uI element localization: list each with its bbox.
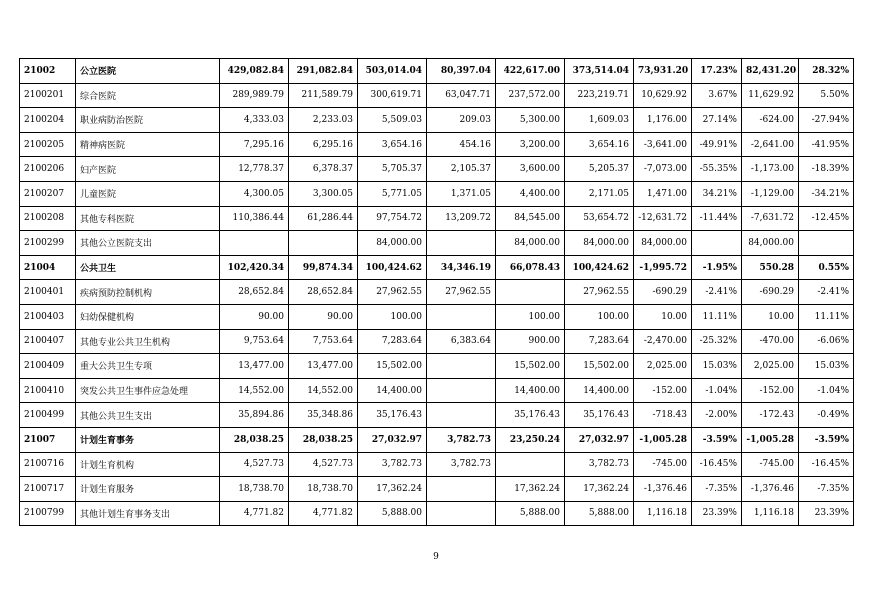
table-row <box>20 329 854 354</box>
amount-cell: -1,995.72 <box>634 255 692 280</box>
amount-cell: 14,400.00 <box>358 378 427 403</box>
amount-cell: -1.04% <box>692 378 742 403</box>
amount-cell: -2.00% <box>692 403 742 428</box>
amount-cell: -12,631.72 <box>634 206 692 231</box>
budget-table <box>19 58 854 526</box>
amount-cell: 2,233.03 <box>289 108 358 133</box>
amount-cell: 5,509.03 <box>358 108 427 133</box>
table-row <box>20 157 854 182</box>
amount-cell: 7,283.64 <box>358 329 427 354</box>
amount-cell <box>427 231 496 256</box>
amount-cell: -690.29 <box>634 280 692 305</box>
amount-cell: 4,771.82 <box>220 501 289 526</box>
table-body <box>20 59 854 526</box>
table-row <box>20 477 854 502</box>
amount-cell: 23,250.24 <box>496 427 565 452</box>
amount-cell: 15,502.00 <box>496 354 565 379</box>
amount-cell: 11,629.92 <box>742 83 799 108</box>
amount-cell: 28,652.84 <box>289 280 358 305</box>
account-name-cell: 妇幼保健机构 <box>76 304 220 329</box>
amount-cell: -2,470.00 <box>634 329 692 354</box>
amount-cell: 289,989.79 <box>220 83 289 108</box>
amount-cell: 6,295.16 <box>289 132 358 157</box>
table-row <box>20 427 854 452</box>
account-name-cell: 妇产医院 <box>76 157 220 182</box>
account-name-cell: 计划生育机构 <box>76 452 220 477</box>
amount-cell: 4,527.73 <box>289 452 358 477</box>
amount-cell: 100,424.62 <box>358 255 427 280</box>
amount-cell: 6,378.37 <box>289 157 358 182</box>
amount-cell: 900.00 <box>496 329 565 354</box>
amount-cell: 5,888.00 <box>358 501 427 526</box>
amount-cell: 211,589.79 <box>289 83 358 108</box>
table-row <box>20 403 854 428</box>
table-row <box>20 181 854 206</box>
amount-cell: 28,038.25 <box>289 427 358 452</box>
amount-cell: -7.35% <box>799 477 854 502</box>
table-row <box>20 304 854 329</box>
amount-cell: -3.59% <box>692 427 742 452</box>
account-name-cell: 重大公共卫生专项 <box>76 354 220 379</box>
table-row <box>20 501 854 526</box>
amount-cell <box>427 403 496 428</box>
amount-cell <box>496 280 565 305</box>
amount-cell: 18,738.70 <box>289 477 358 502</box>
account-code-cell: 21002 <box>20 59 76 84</box>
amount-cell: 9,753.64 <box>220 329 289 354</box>
amount-cell: 15.03% <box>799 354 854 379</box>
amount-cell: 3,654.16 <box>565 132 634 157</box>
table-row <box>20 255 854 280</box>
account-code-cell: 2100409 <box>20 354 76 379</box>
amount-cell: 1,471.00 <box>634 181 692 206</box>
amount-cell: 17,362.24 <box>496 477 565 502</box>
amount-cell: 14,400.00 <box>565 378 634 403</box>
amount-cell: -152.00 <box>634 378 692 403</box>
amount-cell: 503,014.04 <box>358 59 427 84</box>
amount-cell: 23.39% <box>799 501 854 526</box>
amount-cell: 27,962.55 <box>358 280 427 305</box>
amount-cell: -624.00 <box>742 108 799 133</box>
amount-cell <box>427 501 496 526</box>
amount-cell: 7,753.64 <box>289 329 358 354</box>
amount-cell: 1,176.00 <box>634 108 692 133</box>
amount-cell: -7,631.72 <box>742 206 799 231</box>
amount-cell: -49.91% <box>692 132 742 157</box>
amount-cell: 27,962.55 <box>565 280 634 305</box>
amount-cell: 7,295.16 <box>220 132 289 157</box>
amount-cell: 27,032.97 <box>565 427 634 452</box>
amount-cell: 17.23% <box>692 59 742 84</box>
account-code-cell: 2100206 <box>20 157 76 182</box>
table-row <box>20 452 854 477</box>
amount-cell: 2,025.00 <box>634 354 692 379</box>
amount-cell: 61,286.44 <box>289 206 358 231</box>
amount-cell <box>496 452 565 477</box>
amount-cell: -2.41% <box>692 280 742 305</box>
account-name-cell: 儿童医院 <box>76 181 220 206</box>
amount-cell: 82,431.20 <box>742 59 799 84</box>
amount-cell: 237,572.00 <box>496 83 565 108</box>
amount-cell: 10.00 <box>634 304 692 329</box>
amount-cell: 3,300.05 <box>289 181 358 206</box>
amount-cell: 3,600.00 <box>496 157 565 182</box>
account-name-cell: 突发公共卫生事件应急处理 <box>76 378 220 403</box>
account-code-cell: 2100716 <box>20 452 76 477</box>
amount-cell: 3.67% <box>692 83 742 108</box>
account-code-cell: 2100204 <box>20 108 76 133</box>
amount-cell: -1,376.46 <box>634 477 692 502</box>
amount-cell: -1.95% <box>692 255 742 280</box>
amount-cell: 6,383.64 <box>427 329 496 354</box>
amount-cell: 550.28 <box>742 255 799 280</box>
amount-cell: 34,346.19 <box>427 255 496 280</box>
amount-cell: -1,376.46 <box>742 477 799 502</box>
amount-cell: 66,078.43 <box>496 255 565 280</box>
amount-cell: 102,420.34 <box>220 255 289 280</box>
amount-cell: 27.14% <box>692 108 742 133</box>
amount-cell: 15,502.00 <box>358 354 427 379</box>
amount-cell: 99,874.34 <box>289 255 358 280</box>
amount-cell: 300,619.71 <box>358 83 427 108</box>
amount-cell: 13,209.72 <box>427 206 496 231</box>
account-name-cell: 计划生育服务 <box>76 477 220 502</box>
amount-cell: -690.29 <box>742 280 799 305</box>
page-number: 9 <box>433 552 439 562</box>
amount-cell: -1,005.28 <box>742 427 799 452</box>
amount-cell: -470.00 <box>742 329 799 354</box>
amount-cell: 35,176.43 <box>565 403 634 428</box>
amount-cell: 17,362.24 <box>565 477 634 502</box>
account-code-cell: 21004 <box>20 255 76 280</box>
amount-cell: 15,502.00 <box>565 354 634 379</box>
amount-cell: -25.32% <box>692 329 742 354</box>
amount-cell: 53,654.72 <box>565 206 634 231</box>
amount-cell: -745.00 <box>634 452 692 477</box>
amount-cell: 5,300.00 <box>496 108 565 133</box>
account-code-cell: 2100208 <box>20 206 76 231</box>
amount-cell: 5.50% <box>799 83 854 108</box>
amount-cell: 84,000.00 <box>358 231 427 256</box>
amount-cell: 291,082.84 <box>289 59 358 84</box>
amount-cell: 1,116.18 <box>634 501 692 526</box>
amount-cell: 4,527.73 <box>220 452 289 477</box>
account-name-cell: 疾病预防控制机构 <box>76 280 220 305</box>
amount-cell <box>289 231 358 256</box>
account-name-cell: 综合医院 <box>76 83 220 108</box>
amount-cell: 110,386.44 <box>220 206 289 231</box>
amount-cell: -172.43 <box>742 403 799 428</box>
amount-cell: 84,000.00 <box>742 231 799 256</box>
account-code-cell: 2100207 <box>20 181 76 206</box>
amount-cell: 5,888.00 <box>496 501 565 526</box>
table-row <box>20 83 854 108</box>
amount-cell: 35,348.86 <box>289 403 358 428</box>
amount-cell: 100.00 <box>496 304 565 329</box>
amount-cell <box>427 304 496 329</box>
amount-cell: 3,782.73 <box>358 452 427 477</box>
amount-cell: 35,176.43 <box>358 403 427 428</box>
amount-cell: 35,176.43 <box>496 403 565 428</box>
amount-cell: 13,477.00 <box>220 354 289 379</box>
amount-cell <box>220 231 289 256</box>
amount-cell: 1,609.03 <box>565 108 634 133</box>
amount-cell: 1,116.18 <box>742 501 799 526</box>
amount-cell <box>799 231 854 256</box>
amount-cell: 5,888.00 <box>565 501 634 526</box>
account-name-cell: 精神病医院 <box>76 132 220 157</box>
amount-cell: -1.04% <box>799 378 854 403</box>
amount-cell: 15.03% <box>692 354 742 379</box>
table-row <box>20 108 854 133</box>
amount-cell: -3.59% <box>799 427 854 452</box>
amount-cell: 23.39% <box>692 501 742 526</box>
amount-cell: -718.43 <box>634 403 692 428</box>
account-name-cell: 其他公立医院支出 <box>76 231 220 256</box>
amount-cell: 2,171.05 <box>565 181 634 206</box>
account-code-cell: 2100201 <box>20 83 76 108</box>
amount-cell: 84,000.00 <box>565 231 634 256</box>
amount-cell: -1,129.00 <box>742 181 799 206</box>
amount-cell: 28.32% <box>799 59 854 84</box>
amount-cell: 97,754.72 <box>358 206 427 231</box>
amount-cell: 3,782.73 <box>427 452 496 477</box>
amount-cell: -18.39% <box>799 157 854 182</box>
amount-cell: -16.45% <box>692 452 742 477</box>
amount-cell: -1,005.28 <box>634 427 692 452</box>
account-code-cell: 2100401 <box>20 280 76 305</box>
amount-cell: 3,782.73 <box>565 452 634 477</box>
amount-cell: 35,894.86 <box>220 403 289 428</box>
amount-cell: 34.21% <box>692 181 742 206</box>
amount-cell: -55.35% <box>692 157 742 182</box>
amount-cell: 84,000.00 <box>496 231 565 256</box>
amount-cell: 7,283.64 <box>565 329 634 354</box>
amount-cell: 14,400.00 <box>496 378 565 403</box>
amount-cell: -745.00 <box>742 452 799 477</box>
amount-cell: 223,219.71 <box>565 83 634 108</box>
amount-cell: -7.35% <box>692 477 742 502</box>
amount-cell: 13,477.00 <box>289 354 358 379</box>
amount-cell: 27,032.97 <box>358 427 427 452</box>
amount-cell: 209.03 <box>427 108 496 133</box>
amount-cell: 422,617.00 <box>496 59 565 84</box>
account-name-cell: 其他专业公共卫生机构 <box>76 329 220 354</box>
account-name-cell: 公共卫生 <box>76 255 220 280</box>
account-code-cell: 21007 <box>20 427 76 452</box>
amount-cell: 28,652.84 <box>220 280 289 305</box>
amount-cell: -7,073.00 <box>634 157 692 182</box>
amount-cell: 454.16 <box>427 132 496 157</box>
amount-cell: 73,931.20 <box>634 59 692 84</box>
table-row <box>20 354 854 379</box>
table-row <box>20 132 854 157</box>
amount-cell: 14,552.00 <box>289 378 358 403</box>
amount-cell: 5,705.37 <box>358 157 427 182</box>
account-code-cell: 2100799 <box>20 501 76 526</box>
amount-cell: 84,545.00 <box>496 206 565 231</box>
amount-cell: -1,173.00 <box>742 157 799 182</box>
amount-cell: 2,105.37 <box>427 157 496 182</box>
account-code-cell: 2100717 <box>20 477 76 502</box>
amount-cell: 100.00 <box>565 304 634 329</box>
amount-cell: 11.11% <box>692 304 742 329</box>
account-name-cell: 其他公共卫生支出 <box>76 403 220 428</box>
amount-cell: -6.06% <box>799 329 854 354</box>
table-row <box>20 231 854 256</box>
amount-cell: 4,400.00 <box>496 181 565 206</box>
table-row <box>20 378 854 403</box>
amount-cell: 429,082.84 <box>220 59 289 84</box>
account-code-cell: 2100299 <box>20 231 76 256</box>
amount-cell: 14,552.00 <box>220 378 289 403</box>
amount-cell: -16.45% <box>799 452 854 477</box>
account-code-cell: 2100499 <box>20 403 76 428</box>
account-code-cell: 2100410 <box>20 378 76 403</box>
account-name-cell: 公立医院 <box>76 59 220 84</box>
amount-cell: 17,362.24 <box>358 477 427 502</box>
amount-cell: 28,038.25 <box>220 427 289 452</box>
account-name-cell: 其他专科医院 <box>76 206 220 231</box>
amount-cell: 3,654.16 <box>358 132 427 157</box>
amount-cell: 27,962.55 <box>427 280 496 305</box>
amount-cell <box>427 378 496 403</box>
amount-cell: 100.00 <box>358 304 427 329</box>
amount-cell: 80,397.04 <box>427 59 496 84</box>
amount-cell: -12.45% <box>799 206 854 231</box>
amount-cell: 100,424.62 <box>565 255 634 280</box>
amount-cell: -11.44% <box>692 206 742 231</box>
amount-cell: 10.00 <box>742 304 799 329</box>
amount-cell: -2,641.00 <box>742 132 799 157</box>
amount-cell: 1,371.05 <box>427 181 496 206</box>
account-name-cell: 计划生育事务 <box>76 427 220 452</box>
amount-cell: 90.00 <box>289 304 358 329</box>
amount-cell: -34.21% <box>799 181 854 206</box>
amount-cell: 0.55% <box>799 255 854 280</box>
amount-cell <box>427 477 496 502</box>
amount-cell <box>427 354 496 379</box>
amount-cell: -3,641.00 <box>634 132 692 157</box>
amount-cell: 5,771.05 <box>358 181 427 206</box>
amount-cell: 5,205.37 <box>565 157 634 182</box>
amount-cell: 10,629.92 <box>634 83 692 108</box>
amount-cell: 12,778.37 <box>220 157 289 182</box>
table-row <box>20 280 854 305</box>
amount-cell: 18,738.70 <box>220 477 289 502</box>
amount-cell: 3,782.73 <box>427 427 496 452</box>
account-name-cell: 其他计划生育事务支出 <box>76 501 220 526</box>
account-code-cell: 2100403 <box>20 304 76 329</box>
account-code-cell: 2100205 <box>20 132 76 157</box>
amount-cell: 373,514.04 <box>565 59 634 84</box>
table-row <box>20 206 854 231</box>
table-row <box>20 59 854 84</box>
amount-cell: -152.00 <box>742 378 799 403</box>
amount-cell <box>692 231 742 256</box>
amount-cell: 4,333.03 <box>220 108 289 133</box>
amount-cell: -41.95% <box>799 132 854 157</box>
account-code-cell: 2100407 <box>20 329 76 354</box>
amount-cell: 3,200.00 <box>496 132 565 157</box>
amount-cell: 84,000.00 <box>634 231 692 256</box>
amount-cell: 2,025.00 <box>742 354 799 379</box>
amount-cell: 63,047.71 <box>427 83 496 108</box>
account-name-cell: 职业病防治医院 <box>76 108 220 133</box>
amount-cell: -2.41% <box>799 280 854 305</box>
amount-cell: 4,771.82 <box>289 501 358 526</box>
amount-cell: 90.00 <box>220 304 289 329</box>
amount-cell: 11.11% <box>799 304 854 329</box>
amount-cell: -0.49% <box>799 403 854 428</box>
amount-cell: 4,300.05 <box>220 181 289 206</box>
amount-cell: -27.94% <box>799 108 854 133</box>
